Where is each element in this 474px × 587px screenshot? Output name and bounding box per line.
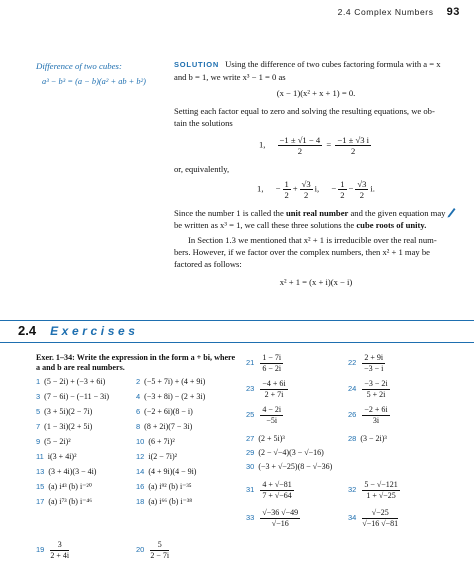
exercise-fraction: [260, 480, 293, 501]
solution-one: 1,: [258, 139, 266, 150]
exercise-number: 21: [246, 358, 255, 368]
frac-num: −4 + 6i: [262, 379, 286, 388]
exercise-expression: i(2 − 7i)²: [148, 452, 178, 461]
margin-note-formula: a³ − b³ = (a − b)(a² + ab + b²): [42, 77, 146, 86]
exercise-row: [36, 481, 241, 496]
exercise-row: [36, 406, 241, 421]
root-2-sign: −: [275, 183, 281, 194]
section-rule-bottom: [0, 342, 474, 343]
equals-sign: =: [326, 139, 332, 150]
root-3-frac-a: [338, 179, 346, 200]
exercise-number: 30: [246, 462, 255, 471]
exercise-row: [36, 376, 241, 391]
root-2-frac-a: [283, 179, 291, 200]
exercise-20-frac: [150, 540, 169, 561]
exercise-expression: (−5 + 7i) + (4 + 9i): [144, 377, 206, 386]
cube-roots-term: cube roots of unity.: [356, 220, 427, 230]
root-3-minus: −: [348, 183, 354, 194]
exercise-number: 32: [348, 485, 357, 495]
frac-num: 3: [50, 540, 69, 551]
exercise-row: [36, 391, 241, 406]
exercise-fraction: [362, 480, 399, 501]
p3-text-2a: be written as x³ = 1, we call these three solutions the: [174, 220, 357, 230]
exercise-row: [36, 496, 241, 511]
exercise-instructions: Exer. 1–34: Write the expression in the form a + bi, where a and b are real numbers.: [36, 353, 236, 372]
exercise-expression: (2 + 5i)³: [258, 434, 285, 443]
exercise-fraction: [362, 508, 398, 529]
exercise-number: 28: [348, 434, 357, 443]
frac-num: 1 − 7i: [262, 353, 282, 362]
exercise-19-frac: [50, 540, 69, 561]
exercise-number: 2: [136, 377, 141, 386]
frac-den: 1 + √−25: [366, 491, 396, 500]
exercise-number: 5: [36, 407, 41, 416]
paragraph4-line2: bers. However, if we factor over the complex numbers, then x² + 1 may be: [174, 247, 430, 257]
exercise-number: 1: [36, 377, 41, 386]
frac-num: 2 + 9i: [364, 353, 384, 362]
exercise-fraction: [260, 353, 283, 374]
exercise-number: 33: [246, 513, 255, 523]
r2a-den: 2: [284, 190, 289, 200]
paragraph4: [174, 234, 458, 288]
exercise-number: 22: [348, 358, 357, 368]
running-header: [338, 6, 460, 18]
exercise-row: [246, 405, 466, 431]
r3b-den: 2: [359, 190, 365, 200]
exercise-number: 34: [348, 513, 357, 523]
exercise-expression: (7 − 6i) − (−11 − 3i): [44, 392, 110, 401]
root-2-i: i,: [314, 183, 320, 194]
frac-den: 7 + √−64: [262, 491, 292, 500]
exercise-expression: (a) i⁴³ (b) i⁻²⁰: [48, 482, 93, 491]
fraction-2-den: 2: [351, 146, 356, 156]
exercise-expression: (4 + 9i)(4 − 9i): [148, 467, 197, 476]
exercise-number: 12: [136, 452, 145, 461]
section-title: Exercises: [50, 324, 139, 338]
exercise-expression: (5 − 2i) + (−3 + 6i): [44, 377, 106, 386]
r2b-num: √3: [301, 179, 311, 189]
margin-note: [36, 58, 146, 90]
or-equivalently: or, equivalently,: [174, 164, 230, 174]
solutions-equation: [174, 135, 458, 159]
frac-den: −5i: [266, 416, 278, 425]
fraction-1-den: 2: [297, 146, 302, 156]
exercise-fraction: [362, 379, 389, 400]
section-rule-top: [0, 320, 474, 321]
frac-den: 5 + 2i: [366, 390, 386, 399]
root-2-frac-b: [300, 179, 313, 200]
exercise-number: 26: [348, 410, 357, 420]
exercise-number: 20: [136, 545, 145, 555]
exercise-number: 29: [246, 448, 255, 457]
frac-num: √−25: [362, 508, 398, 519]
cube-roots-equation: [174, 179, 458, 203]
exercise-number: 10: [136, 437, 145, 446]
exercise-number: 23: [246, 384, 255, 394]
root-1: 1,: [257, 183, 264, 194]
exercise-fraction: [260, 405, 283, 426]
root-3-frac-b: [355, 179, 368, 200]
exercise-expression: (2 − √−4)(3 − √−16): [258, 448, 324, 457]
paragraph2-line2: tain the solutions: [174, 118, 233, 128]
root-2-plus: +: [292, 183, 298, 194]
frac-num: √−36 √−49: [262, 508, 299, 517]
exercise-fraction: [362, 405, 389, 426]
exercise-number: 31: [246, 485, 255, 495]
header-section: 2.4 Complex Numbers: [337, 7, 434, 17]
right-exercise-list-bottom: [246, 480, 466, 536]
exercise-fraction: [260, 508, 300, 529]
solution-label: SOLUTION: [174, 60, 220, 69]
exercise-number: 7: [36, 422, 41, 431]
r3a-num: 1: [340, 179, 345, 189]
exercise-19: [36, 540, 71, 561]
exercise-row: [246, 508, 466, 536]
exercise-row: [246, 480, 466, 508]
frac-num: −2 + 6i: [364, 405, 388, 414]
fraction-2-num: −1 ± √3 i: [337, 135, 370, 145]
frac-den: 2 + 7i: [264, 390, 284, 399]
exercise-row: [246, 353, 466, 379]
frac-num: 4 + √−81: [262, 480, 292, 489]
exercise-number: 27: [246, 434, 255, 443]
frac-den: √−16: [271, 519, 289, 528]
left-exercise-list: [36, 376, 241, 511]
section-number: 2.4: [18, 323, 37, 338]
exercise-number: 17: [36, 497, 45, 506]
margin-note-title: Difference of two cubes:: [36, 61, 122, 71]
exercise-number: 3: [36, 392, 41, 401]
exercise-number: 14: [136, 467, 145, 476]
r2b-den: 2: [304, 190, 309, 200]
exercise-number: 4: [136, 392, 141, 401]
exercise-number: 11: [36, 452, 44, 461]
p3-text-c: and the given equation may: [348, 208, 446, 218]
fraction-1-num: −1 ± √1 − 4: [279, 135, 321, 145]
exercise-expression: (−3 + √−25)(8 − √−36): [258, 462, 333, 471]
frac-den: √−16 √−81: [362, 519, 399, 528]
exercise-row: [36, 451, 241, 466]
exercise-expression: i(3 + 4i)²: [47, 452, 77, 461]
root-3-i: i.: [370, 183, 375, 194]
exercise-expression: (−3 + 8i) − (2 + 3i): [144, 392, 206, 401]
frac-den: 3i: [372, 416, 380, 425]
paragraph4-line3: factored as follows:: [174, 259, 242, 269]
solution-intro-line1: Using the difference of two cubes factoring formula with a = x: [225, 59, 441, 69]
exercise-expression: (3 + 4i)(3 − 4i): [48, 467, 97, 476]
r3b-num: √3: [357, 179, 367, 189]
root-3-sign: −: [331, 183, 337, 194]
right-exercise-list: [246, 353, 466, 431]
exercise-expression: (3 − 2i)³: [360, 434, 387, 443]
fraction-2: [335, 135, 371, 156]
paragraph2-line1: Setting each factor equal to zero and solving the resulting equations, we ob-: [174, 106, 435, 116]
exercise-expression: (−2 + 6i)(8 − i): [144, 407, 193, 416]
exercise-expression: (6 + 7i)²: [148, 437, 175, 446]
page-number: 93: [446, 6, 460, 18]
frac-num: 5 − √−121: [364, 480, 398, 489]
exercise-expression: (1 − 3i)(2 + 5i): [44, 422, 93, 431]
exercise-number: 25: [246, 410, 255, 420]
p3-text-a: Since the number 1 is called the: [174, 208, 286, 218]
right-exercise-list-mid: [246, 433, 466, 475]
exercise-number: 8: [136, 422, 141, 431]
exercise-number: 15: [36, 482, 45, 491]
exercise-number: 18: [136, 497, 145, 506]
exercise-number: 24: [348, 384, 357, 394]
exercise-expression: (8 + 2i)(7 − 3i): [144, 422, 193, 431]
exercise-row: [36, 421, 241, 436]
exercise-row: [36, 436, 241, 451]
exercise-expression: (a) i⁷³ (b) i⁻⁴⁶: [48, 497, 92, 506]
exercise-fraction: [362, 353, 385, 374]
exercise-number: 13: [36, 467, 45, 476]
frac-den: −3 − i: [364, 364, 384, 373]
exercise-20: [136, 540, 171, 561]
exercise-expression: (a) i⁶⁶ (b) i⁻³⁸: [148, 497, 192, 506]
solution-intro-line2: and b = 1, we write x³ − 1 = 0 as: [174, 72, 286, 82]
exercise-number: 19: [36, 545, 45, 555]
exercise-fraction: [260, 379, 287, 400]
equation-2: x² + 1 = (x + i)(x − i): [279, 277, 353, 287]
equation-1: (x − 1)(x² + x + 1) = 0.: [276, 88, 356, 98]
frac-den: 2 − 7i: [150, 551, 170, 560]
frac-num: 4 − 2i: [262, 405, 282, 414]
exercise-row: [36, 466, 241, 481]
solution-block: [174, 58, 458, 231]
r3a-den: 2: [340, 190, 345, 200]
exercise-number: 6: [136, 407, 141, 416]
exercise-number: 9: [36, 437, 41, 446]
frac-den: 2 + 4i: [50, 551, 70, 560]
paragraph3-line2: [174, 219, 458, 231]
paragraph3-line1: [174, 207, 458, 219]
frac-den: 6 − 2i: [262, 364, 282, 373]
frac-num: −3 − 2i: [364, 379, 388, 388]
exercise-expression: (3 + 5i)(2 − 7i): [44, 407, 93, 416]
unit-real-number-term: unit real number: [285, 208, 349, 218]
section-heading: [18, 323, 139, 338]
paragraph4-line1: In Section 1.3 we mentioned that x² + 1 is irreducible over the real num-: [188, 235, 437, 245]
exercise-row: [246, 379, 466, 405]
exercise-expression: (5 − 2i)²: [44, 437, 71, 446]
r2a-num: 1: [284, 179, 289, 189]
fraction-1: [278, 135, 323, 156]
pencil-icon: [446, 206, 456, 218]
exercise-number: 16: [136, 482, 145, 491]
frac-num: 5: [150, 540, 169, 551]
exercise-expression: (a) i⁹² (b) i⁻³⁵: [148, 482, 192, 491]
